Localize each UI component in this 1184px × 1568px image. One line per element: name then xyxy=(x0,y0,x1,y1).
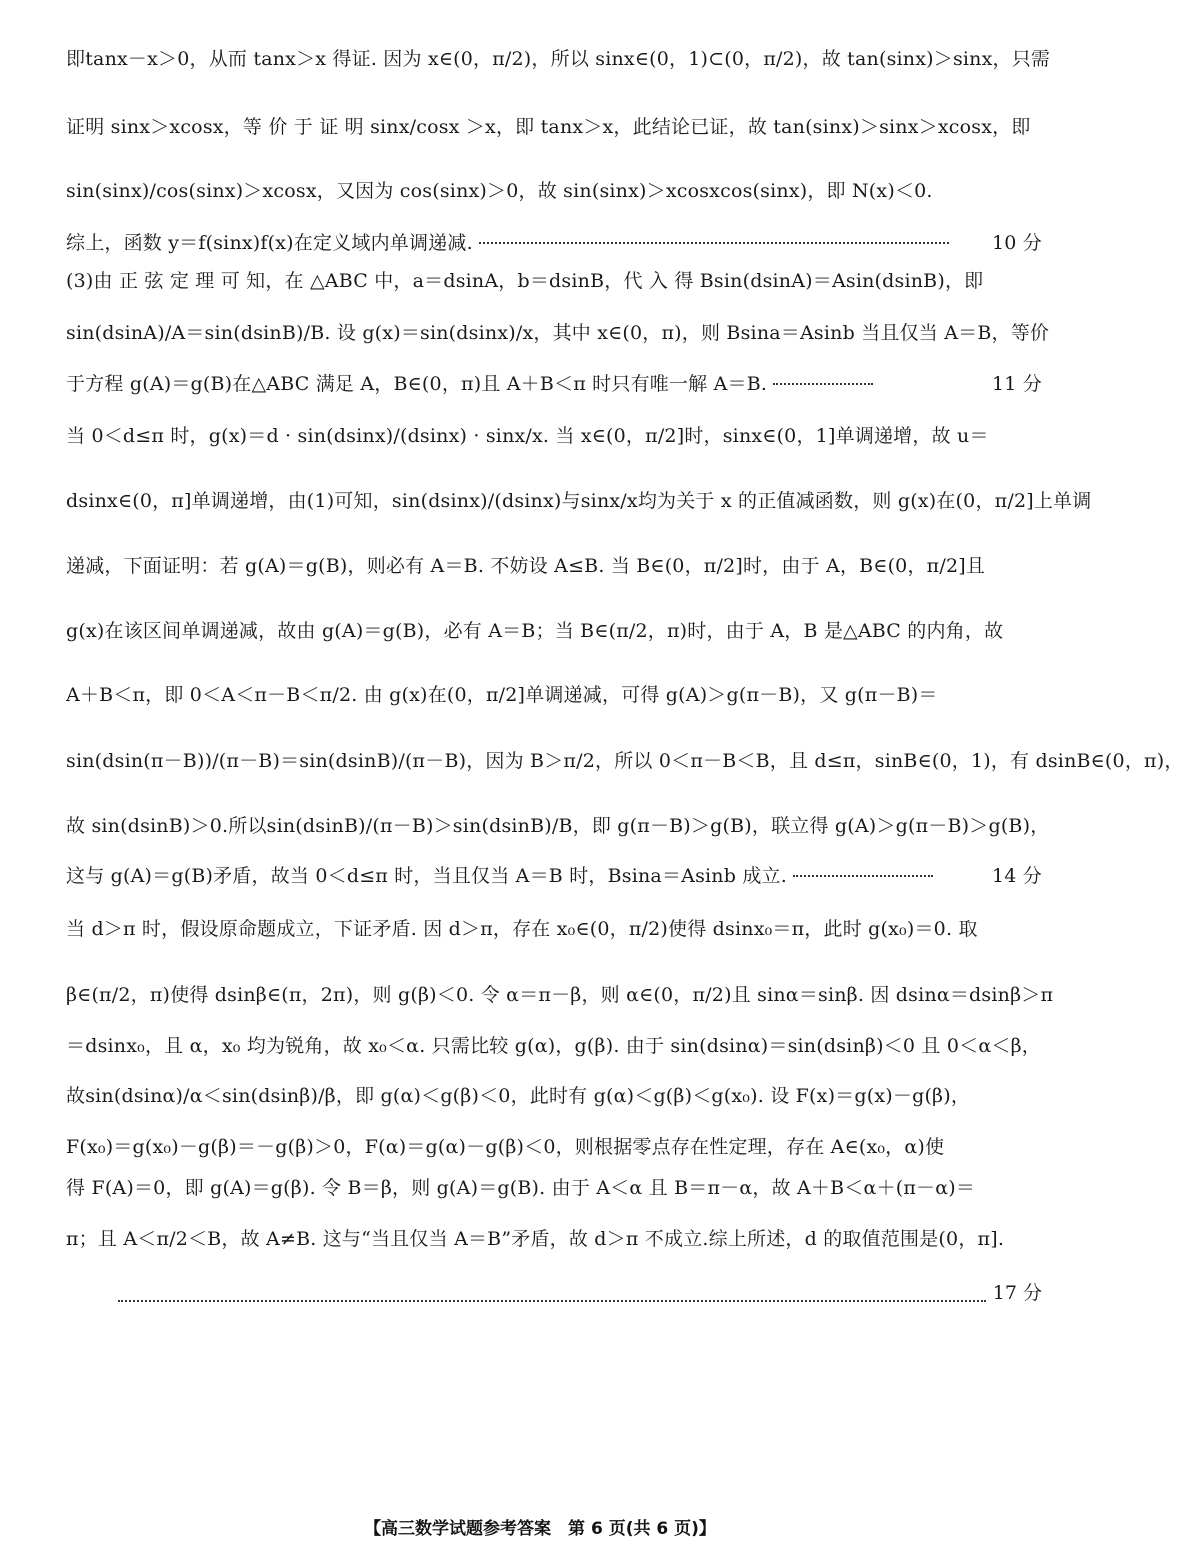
page-footer: 【高三数学试题参考答案 第 6 页(共 6 页)】 xyxy=(364,1519,716,1539)
text-line: 递减，下面证明：若 g(A)＝g(B)，则必有 A＝B. 不妨设 A≤B. 当 B∈(0，π/2]时，由于 A，B∈(0，π/2]且 xyxy=(66,555,986,577)
text-line: π；且 A＜π/2＜B，故 A≠B. 这与“当且仅当 A＝B”矛盾，故 d＞π 不成立.综上所述，d 的取值范围是(0，π]. xyxy=(66,1228,1005,1250)
score-mark: 10 分 xyxy=(988,232,1042,256)
text-line: β∈(π/2，π)使得 dsinβ∈(π，2π)，则 g(β)＜0. 令 α＝π－β，则 α∈(0，π/2)且 sinα＝sinβ. 因 dsinα＝dsinβ＞π xyxy=(66,984,1054,1006)
text-line: 即tanx－x＞0，从而 tanx＞x 得证. 因为 x∈(0，π/2)，所以 sinx∈(0，1)⊂(0，π/2)，故 tan(sinx)＞sinx，只需 xyxy=(66,48,1051,70)
leader-dots xyxy=(773,383,873,385)
text-line: sin(dsinA)/A＝sin(dsinB)/B. 设 g(x)＝sin(dsinx)/x，其中 x∈(0，π)，则 Bsina＝Asinb 当且仅当 A＝B，等价 xyxy=(66,322,1050,344)
text: 综上，函数 y＝f(sinx)f(x)在定义域内单调递减. xyxy=(66,232,473,254)
text-line: dsinx∈(0，π]单调递增，由(1)可知，sin(dsinx)/(dsinx)与sinx/x均为关于 x 的正值减函数，则 g(x)在(0，π/2]上单调 xyxy=(66,490,1092,512)
text-line: F(x₀)＝g(x₀)－g(β)＝－g(β)＞0，F(α)＝g(α)－g(β)＜0，则根据零点存在性定理，存在 A∈(x₀，α)使 xyxy=(66,1136,945,1158)
text-line: ＝dsinx₀，且 α，x₀ 均为锐角，故 x₀＜α. 只需比较 g(α)，g(β). 由于 sin(dsinα)＝sin(dsinβ)＜0 且 0＜α＜β， xyxy=(66,1035,1041,1057)
leader-dots xyxy=(118,1300,986,1302)
score-mark: 14 分 xyxy=(988,865,1042,889)
text-line: 故 sin(dsinB)＞0.所以sin(dsinB)/(π－B)＞sin(dsinB)/B，即 g(π－B)＞g(B)，联立得 g(A)＞g(π－B)＞g(B)， xyxy=(66,815,1050,837)
text-line: 当 d＞π 时，假设原命题成立，下证矛盾. 因 d＞π，存在 x₀∈(0，π/2)使得 dsinx₀＝π，此时 g(x₀)＝0. 取 xyxy=(66,918,978,940)
text-line: 故sin(dsinα)/α＜sin(dsinβ)/β，即 g(α)＜g(β)＜0，此时有 g(α)＜g(β)＜g(x₀). 设 F(x)＝g(x)－g(β)， xyxy=(66,1085,971,1107)
text-line-scored xyxy=(66,373,1042,397)
score-mark: 11 分 xyxy=(988,373,1042,397)
text-line: g(x)在该区间单调递减，故由 g(A)＝g(B)，必有 A＝B；当 B∈(π/2，π)时，由于 A，B 是△ABC 的内角，故 xyxy=(66,620,1004,642)
text-line: sin(dsin(π－B))/(π－B)＝sin(dsinB)/(π－B)，因为 B＞π/2，所以 0＜π－B＜B，且 d≤π，sinB∈(0，1)，有 dsinB∈(0，π)， xyxy=(66,750,1184,772)
text-line: (3)由 正 弦 定 理 可 知，在 △ABC 中，a＝dsinA，b＝dsinB，代 入 得 Bsin(dsinA)＝Asin(dsinB)，即 xyxy=(66,270,984,292)
text-line: 得 F(A)＝0，即 g(A)＝g(β). 令 B＝β，则 g(A)＝g(B). 由于 A＜α 且 B＝π－α，故 A＋B＜α＋(π－α)＝ xyxy=(66,1177,976,1199)
text-line: 当 0＜d≤π 时，g(x)＝d · sin(dsinx)/(dsinx) · sinx/x. 当 x∈(0，π/2]时，sinx∈(0，1]单调递增，故 u＝ xyxy=(66,425,989,447)
text-line-scored xyxy=(66,865,1042,889)
text-line: A＋B＜π，即 0＜A＜π－B＜π/2. 由 g(x)在(0，π/2]单调递减，可得 g(A)＞g(π－B)，又 g(π－B)＝ xyxy=(66,684,938,706)
text: 这与 g(A)＝g(B)矛盾，故当 0＜d≤π 时，当且仅当 A＝B 时，Bsina＝Asinb 成立. xyxy=(66,865,787,887)
text-line-scored xyxy=(66,232,1042,256)
leader-dots xyxy=(793,875,933,877)
text: 于方程 g(A)＝g(B)在△ABC 满足 A，B∈(0，π)且 A＋B＜π 时只有唯一解 A＝B. xyxy=(66,373,768,395)
text-line: 证明 sinx＞xcosx，等 价 于 证 明 sinx/cosx ＞x，即 tanx＞x，此结论已证，故 tan(sinx)＞sinx＞xcosx，即 xyxy=(66,116,1031,138)
text-line: sin(sinx)/cos(sinx)＞xcosx，又因为 cos(sinx)＞0，故 sin(sinx)＞xcosxcos(sinx)，即 N(x)＜0. xyxy=(66,180,933,202)
score-mark: 17 分 xyxy=(992,1282,1042,1304)
leader-dots xyxy=(479,242,949,244)
